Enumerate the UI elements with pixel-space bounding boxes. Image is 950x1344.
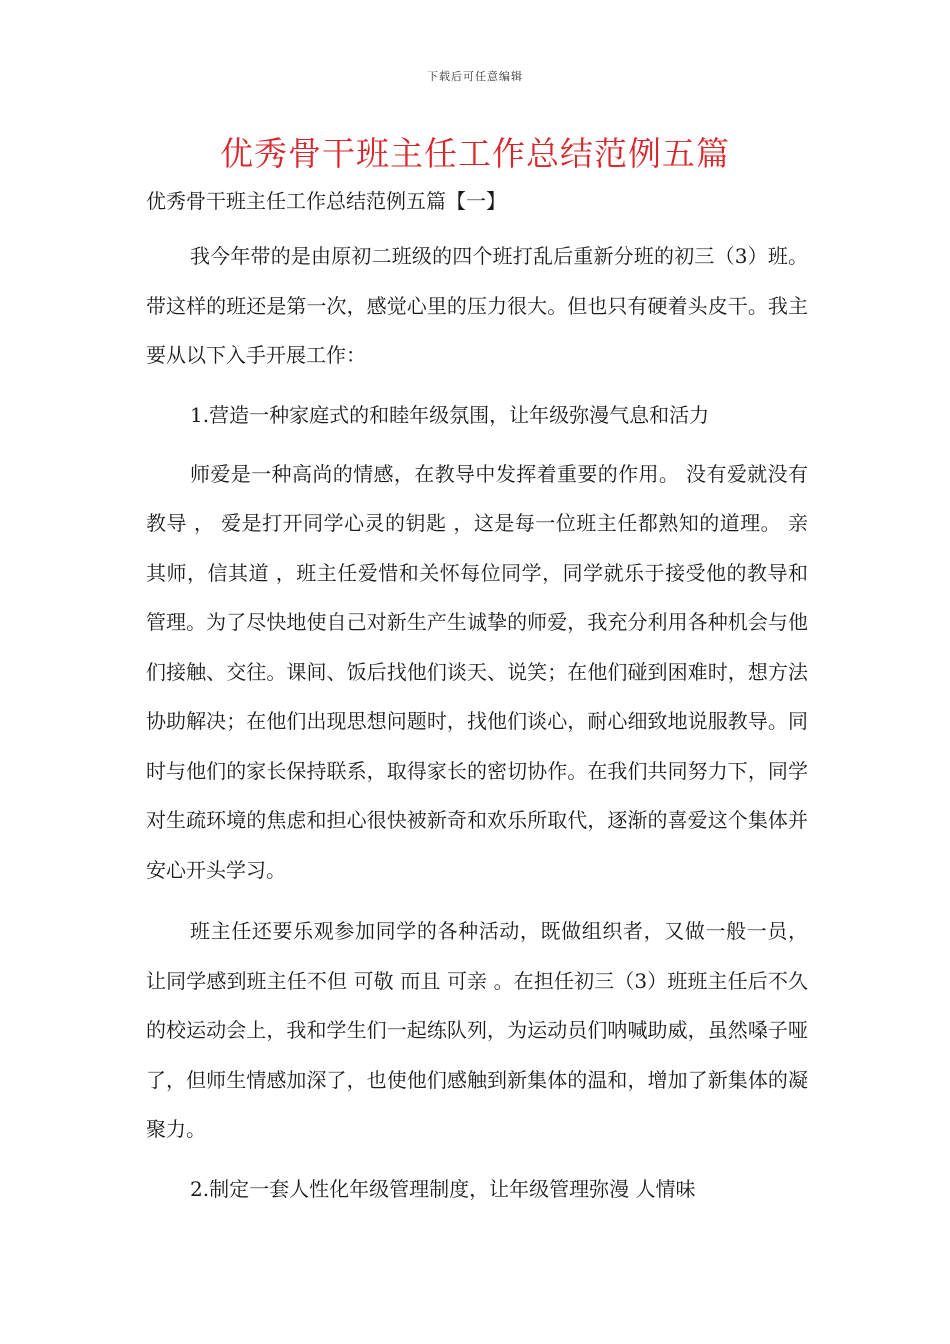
section-heading: 优秀骨干班主任工作总结范例五篇【一】 — [146, 189, 506, 213]
list-item-2: 2.制定一套人性化年级管理制度，让年级管理弥漫 人情味 — [190, 1176, 696, 1201]
paragraph-activities: 班主任还要乐观参加同学的各种活动，既做组织者，又做一般一员，让同学感到班主任不但 可敬 而且 可亲 。在担任初三（3）班班主任后不久的校运动会上，我和学生们一起练队列，为运动员们呐喊助威，虽然嗓子哑了，但师生情感加深了，也使他们感触到新集体的温和，增加了新集体的凝聚力。 — [146, 919, 808, 1141]
list-item-1: 1.营造一种家庭式的和睦年级氛围，让年级弥漫气息和活力 — [190, 402, 710, 427]
paragraph-teacher-love: 师爱是一种高尚的情感，在教导中发挥着重要的作用。 没有爱就没有教导 ， 爱是打开同学心灵的钥匙 ，这是每一位班主任都熟知的道理。 亲其师，信其道 ，班主任爱惜和关怀每位同学，同学就乐于接受他的教导和管理。为了尽快地使自己对新生产生诚挚的师爱，我充分利用各种机会与他们接触、交往。课间、饭后找他们谈天、说笑；在他们碰到困难时，想方法协助解决；在他们出现思想问题时，找他们谈心，耐心细致地说服教导。同时与他们的家长保持联系，取得家长的密切协作。在我们共同努力下，同学对生疏环境的焦虑和担心很快被新奇和欢乐所取代，逐渐的喜爱这个集体并安心开头学习。 — [146, 461, 808, 882]
paragraph-intro: 我今年带的是由原初二班级的四个班打乱后重新分班的初三（3）班。带这样的班还是第一次，感觉心里的压力很大。但也只有硬着头皮干。我主要从以下入手开展工作： — [146, 244, 808, 367]
header-note: 下载后可任意编辑 — [427, 70, 523, 83]
document-body — [146, 232, 808, 1212]
document-title: 优秀骨干班主任工作总结范例五篇 — [220, 134, 730, 173]
